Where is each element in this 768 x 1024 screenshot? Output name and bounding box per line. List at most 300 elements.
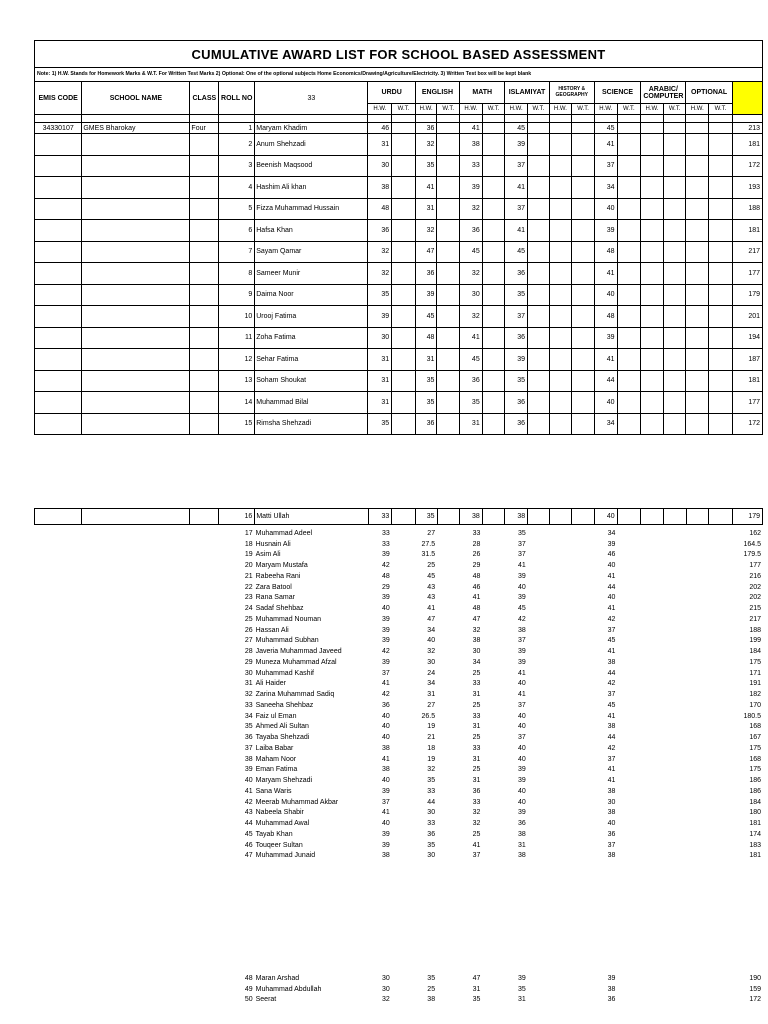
marks-sci-hw: 40 [607,820,616,828]
emis-code-cell [34,668,81,679]
marks-urdu-hw: 46 [368,123,392,134]
marks-sci-hw: 41 [607,777,616,785]
roll-no-cell: 13 [219,370,255,392]
roll-no-cell: 50 [244,996,253,1004]
marks-math-hw: 48 [472,572,481,580]
marks-hw-empty [641,679,664,690]
emis-code-cell [34,765,81,776]
marks-wt-empty [709,646,733,657]
student-row [34,765,763,776]
marks-sci-hw: 40 [607,594,616,602]
marks-hw-empty [641,743,664,754]
marks-wt-empty [528,984,550,995]
marks-wt-empty [572,349,595,371]
student-name-cell: Zoha Fatima [255,327,368,349]
emis-code-cell [34,528,81,539]
marks-wt-empty [392,550,416,561]
marks-hw-empty [641,155,664,177]
marks-wt-empty [617,786,641,797]
marks-wt-empty [709,765,733,776]
marks-english-hw: 32 [427,648,436,656]
marks-hw-empty [641,646,664,657]
total-cell: 183 [749,841,761,849]
class-cell [190,711,219,722]
marks-math-hw: 36 [472,787,481,795]
marks-wt-empty [664,743,687,754]
marks-wt-empty [392,818,416,829]
marks-wt-empty [572,829,595,840]
marks-hw-empty [549,625,572,636]
class-cell [190,743,219,754]
marks-wt-empty [392,732,416,743]
marks-hw-empty [686,571,709,582]
marks-urdu-hw: 39 [381,830,390,838]
marks-urdu-hw: 36 [381,701,390,709]
marks-english-hw: 31 [427,691,436,699]
marks-math-hw: 35 [472,996,481,1004]
marks-wt-empty [617,177,641,199]
marks-wt-empty [617,539,641,550]
student-name-cell: Daima Noor [255,284,368,306]
marks-hw-empty [686,603,709,614]
marks-isl-hw: 36 [505,327,528,349]
school-name-cell [81,808,189,819]
marks-wt-empty [709,732,733,743]
emis-code-cell [35,263,82,285]
marks-wt-empty [392,392,416,414]
school-name-cell [81,539,189,550]
marks-hw-empty [686,134,709,156]
marks-math-hw: 25 [472,830,481,838]
marks-wt-empty [528,528,550,539]
marks-wt-empty [482,625,505,636]
marks-english-hw: 35 [415,155,437,177]
marks-wt-empty [437,614,460,625]
marks-wt-empty [528,560,550,571]
marks-wt-empty [482,818,505,829]
marks-english-hw: 27.5 [421,540,436,548]
marks-hw-empty [549,689,572,700]
emis-code-cell [34,754,81,765]
marks-wt-empty [392,668,416,679]
marks-sci-hw: 34 [594,413,617,435]
marks-hw-empty [641,636,664,647]
student-name-cell: Rimsha Shehzadi [255,413,368,435]
marks-wt-empty [482,198,505,220]
marks-urdu-hw: 32 [381,996,390,1004]
marks-english-hw: 36 [415,263,437,285]
marks-hw-empty [641,754,664,765]
marks-hw-empty [686,668,709,679]
marks-wt-empty [528,349,550,371]
marks-english-hw: 27 [427,529,436,537]
marks-wt-empty [528,786,550,797]
marks-english-hw: 34 [427,680,436,688]
student-row [35,327,763,349]
marks-wt-empty [482,722,505,733]
class-cell [190,765,219,776]
roll-no-cell: 22 [244,583,253,591]
marks-wt-empty [392,614,416,625]
marks-hw-empty [686,775,709,786]
emis-code-cell [34,571,81,582]
marks-hw-empty [549,679,572,690]
marks-math-hw: 34 [472,658,481,666]
homework-subheader: H.W. [549,104,572,115]
marks-wt-empty [617,711,641,722]
marks-english-hw: 30 [427,809,436,817]
emis-code-cell: 34330107 [35,123,82,134]
student-name-cell: Meerab Muhammad Akbar [255,798,339,806]
marks-english-hw: 26.5 [421,712,436,720]
marks-urdu-hw: 41 [381,680,390,688]
marks-wt-empty [392,177,416,199]
marks-isl-hw: 35 [517,529,526,537]
marks-isl-hw: 39 [517,572,526,580]
marks-hw-empty [686,765,709,776]
marks-hw-empty [549,241,572,263]
marks-wt-empty [709,829,733,840]
marks-sci-hw: 41 [607,648,616,656]
class-cell [190,392,219,414]
marks-wt-empty [528,370,550,392]
school-name-cell [82,263,190,285]
written-test-subheader: W.T. [528,104,550,115]
emis-code-cell [35,284,82,306]
marks-math-hw: 30 [460,284,483,306]
total-cell: 182 [749,691,761,699]
marks-hw-empty [686,689,709,700]
marks-wt-empty [572,155,595,177]
marks-sci-hw: 38 [607,787,616,795]
marks-hw-empty [549,754,572,765]
total-cell: 188 [732,198,762,220]
marks-urdu-hw: 40 [381,723,390,731]
student-row [34,840,763,851]
marks-wt-empty [482,765,505,776]
roll-no-cell: 21 [244,572,253,580]
student-name-cell: Anum Shehzadi [255,134,368,156]
marks-wt-empty [617,528,641,539]
marks-wt-empty [392,984,416,995]
marks-wt-empty [392,786,416,797]
marks-sci-hw: 40 [607,562,616,570]
total-cell: 168 [749,755,761,763]
marks-wt-empty [392,306,416,328]
marks-wt-empty [709,123,733,134]
school-name-cell [82,306,190,328]
marks-english-hw: 38 [427,996,436,1004]
marks-wt-empty [572,995,595,1006]
marks-english-hw: 18 [427,744,436,752]
marks-sci-hw: 39 [607,974,616,982]
total-cell: 172 [732,155,762,177]
marks-urdu-hw: 29 [381,583,390,591]
class-cell [190,840,219,851]
marks-wt-empty [617,560,641,571]
class-cell [190,973,219,984]
marks-isl-hw: 38 [505,509,528,525]
student-name-cell: Seerat [255,996,277,1004]
subject-header-arabic-computer: ARABIC/ COMPUTER [641,82,686,104]
marks-english-hw: 34 [427,626,436,634]
marks-wt-empty [528,593,550,604]
marks-math-hw: 38 [460,134,483,156]
emis-code-header: EMIS CODE [35,82,82,115]
marks-wt-empty [664,625,687,636]
marks-isl-hw: 35 [517,985,526,993]
marks-hw-empty [641,711,664,722]
marks-urdu-hw: 39 [381,594,390,602]
marks-urdu-hw: 48 [368,198,392,220]
marks-hw-empty [549,732,572,743]
marks-wt-empty [617,284,641,306]
student-row [34,722,763,733]
marks-wt-empty [709,571,733,582]
marks-isl-hw: 35 [505,370,528,392]
marks-math-hw: 31 [472,691,481,699]
emis-code-cell [34,657,81,668]
roll-no-cell: 14 [219,392,255,414]
marks-math-hw: 46 [472,583,481,591]
marks-urdu-hw: 38 [381,852,390,860]
marks-hw-empty [549,808,572,819]
marks-wt-empty [437,263,460,285]
class-cell [190,984,219,995]
marks-hw-empty [686,840,709,851]
class-cell [190,754,219,765]
marks-hw-empty [686,995,709,1006]
marks-hw-empty [686,797,709,808]
marks-sci-hw: 44 [607,669,616,677]
student-name-cell: Asim Ali [255,551,281,559]
total-cell: 193 [732,177,762,199]
student-row [34,818,763,829]
school-name-cell [81,603,189,614]
marks-math-hw: 37 [472,852,481,860]
roll-no-cell: 11 [219,327,255,349]
marks-isl-hw: 39 [505,134,528,156]
roll-no-cell: 40 [244,777,253,785]
student-row [34,603,763,614]
marks-isl-hw: 39 [517,777,526,785]
marks-wt-empty [482,327,505,349]
school-name-cell [81,582,189,593]
marks-wt-empty [664,700,687,711]
marks-wt-empty [709,177,733,199]
marks-sci-hw: 48 [594,241,617,263]
marks-wt-empty [709,754,733,765]
marks-wt-empty [392,327,416,349]
student-row [34,797,763,808]
marks-wt-empty [482,786,505,797]
marks-wt-empty [528,327,550,349]
marks-wt-empty [617,765,641,776]
subject-header-math: MATH [460,82,505,104]
marks-wt-empty [572,689,595,700]
marks-isl-hw: 36 [505,413,528,435]
marks-sci-hw: 42 [607,680,616,688]
marks-wt-empty [572,603,595,614]
student-row [34,560,763,571]
marks-wt-empty [482,754,505,765]
marks-wt-empty [572,636,595,647]
marks-wt-empty [482,808,505,819]
student-row [34,984,763,995]
marks-wt-empty [709,711,733,722]
marks-hw-empty [641,657,664,668]
marks-wt-empty [482,636,505,647]
marks-wt-empty [528,198,550,220]
marks-hw-empty [686,808,709,819]
class-cell [190,370,219,392]
marks-wt-empty [664,786,687,797]
student-name-cell: Muhammad Subhan [255,637,319,645]
marks-wt-empty [528,973,550,984]
marks-urdu-hw: 31 [368,349,392,371]
marks-hw-empty [549,539,572,550]
marks-hw-empty [641,284,664,306]
marks-wt-empty [663,263,686,285]
marks-urdu-hw: 35 [368,413,392,435]
marks-wt-empty [663,177,686,199]
student-name-cell: Zara Batool [255,583,292,591]
marks-wt-empty [528,657,550,668]
marks-isl-hw: 39 [517,594,526,602]
school-name-cell [81,528,189,539]
class-cell [190,797,219,808]
marks-math-hw: 33 [472,798,481,806]
marks-english-hw: 36 [427,830,436,838]
marks-english-hw: 31.5 [421,551,436,559]
marks-wt-empty [709,263,733,285]
marks-wt-empty [709,509,733,525]
student-list-continued [34,528,763,861]
marks-wt-empty [664,560,687,571]
class-cell [190,263,219,285]
marks-hw-empty [549,327,572,349]
student-name-cell: Faiz ul Eman [255,712,297,720]
marks-wt-empty [617,349,641,371]
marks-wt-empty [482,603,505,614]
marks-wt-empty [617,646,641,657]
marks-hw-empty [549,263,572,285]
marks-hw-empty [641,829,664,840]
marks-hw-empty [549,973,572,984]
marks-hw-empty [641,220,664,242]
marks-hw-empty [549,306,572,328]
marks-wt-empty [617,700,641,711]
marks-hw-empty [686,829,709,840]
marks-wt-empty [392,528,416,539]
marks-isl-hw: 35 [505,284,528,306]
marks-wt-empty [482,539,505,550]
marks-wt-empty [528,765,550,776]
marks-hw-empty [641,349,664,371]
marks-sci-hw: 45 [594,123,617,134]
marks-wt-empty [709,973,733,984]
marks-wt-empty [709,818,733,829]
marks-wt-empty [572,370,595,392]
total-cell: 181 [749,820,761,828]
marks-sci-hw: 41 [607,712,616,720]
student-name-cell: Maryam Khadim [255,123,368,134]
marks-wt-empty [437,625,460,636]
marks-hw-empty [549,614,572,625]
marks-wt-empty [437,657,460,668]
marks-hw-empty [686,614,709,625]
written-test-subheader: W.T. [572,104,595,115]
marks-sci-hw: 39 [607,540,616,548]
homework-subheader: H.W. [415,104,437,115]
student-name-cell: Muhammad Kashif [255,669,314,677]
marks-urdu-hw: 39 [381,551,390,559]
marks-wt-empty [709,392,733,414]
marks-math-hw: 30 [472,648,481,656]
marks-wt-empty [709,689,733,700]
roll-no-cell: 3 [219,155,255,177]
marks-wt-empty [572,851,595,862]
marks-wt-empty [572,241,595,263]
marks-urdu-hw: 38 [381,766,390,774]
emis-code-cell [34,775,81,786]
student-row [35,155,763,177]
student-list-final [34,973,763,1005]
marks-wt-empty [437,560,460,571]
school-name-header: SCHOOL NAME [82,82,190,115]
marks-english-hw: 21 [427,734,436,742]
marks-math-hw: 25 [472,766,481,774]
class-cell [190,349,219,371]
marks-wt-empty [392,995,416,1006]
roll-no-cell: 45 [244,830,253,838]
total-cell: 181 [732,220,762,242]
marks-wt-empty [437,528,460,539]
marks-hw-empty [686,679,709,690]
marks-hw-empty [641,582,664,593]
class-cell [190,284,219,306]
marks-wt-empty [392,241,416,263]
marks-wt-empty [709,198,733,220]
marks-hw-empty [641,241,664,263]
marks-wt-empty [392,284,416,306]
marks-wt-empty [437,603,460,614]
roll-no-cell: 16 [219,509,255,525]
marks-wt-empty [392,370,416,392]
marks-hw-empty [641,370,664,392]
total-cell: 217 [732,241,762,263]
roll-no-cell: 5 [219,198,255,220]
marks-hw-empty [686,327,709,349]
marks-wt-empty [664,829,687,840]
marks-sci-hw: 36 [607,996,616,1004]
marks-hw-empty [549,198,572,220]
marks-hw-empty [549,134,572,156]
marks-wt-empty [617,571,641,582]
total-cell: 186 [749,787,761,795]
marks-wt-empty [617,840,641,851]
marks-wt-empty [437,743,460,754]
marks-wt-empty [664,840,687,851]
marks-hw-empty [549,392,572,414]
marks-sci-hw: 39 [594,327,617,349]
marks-wt-empty [528,134,550,156]
marks-hw-empty [549,220,572,242]
marks-wt-empty [572,679,595,690]
roll-no-cell: 44 [244,820,253,828]
class-cell [190,306,219,328]
marks-wt-empty [528,614,550,625]
